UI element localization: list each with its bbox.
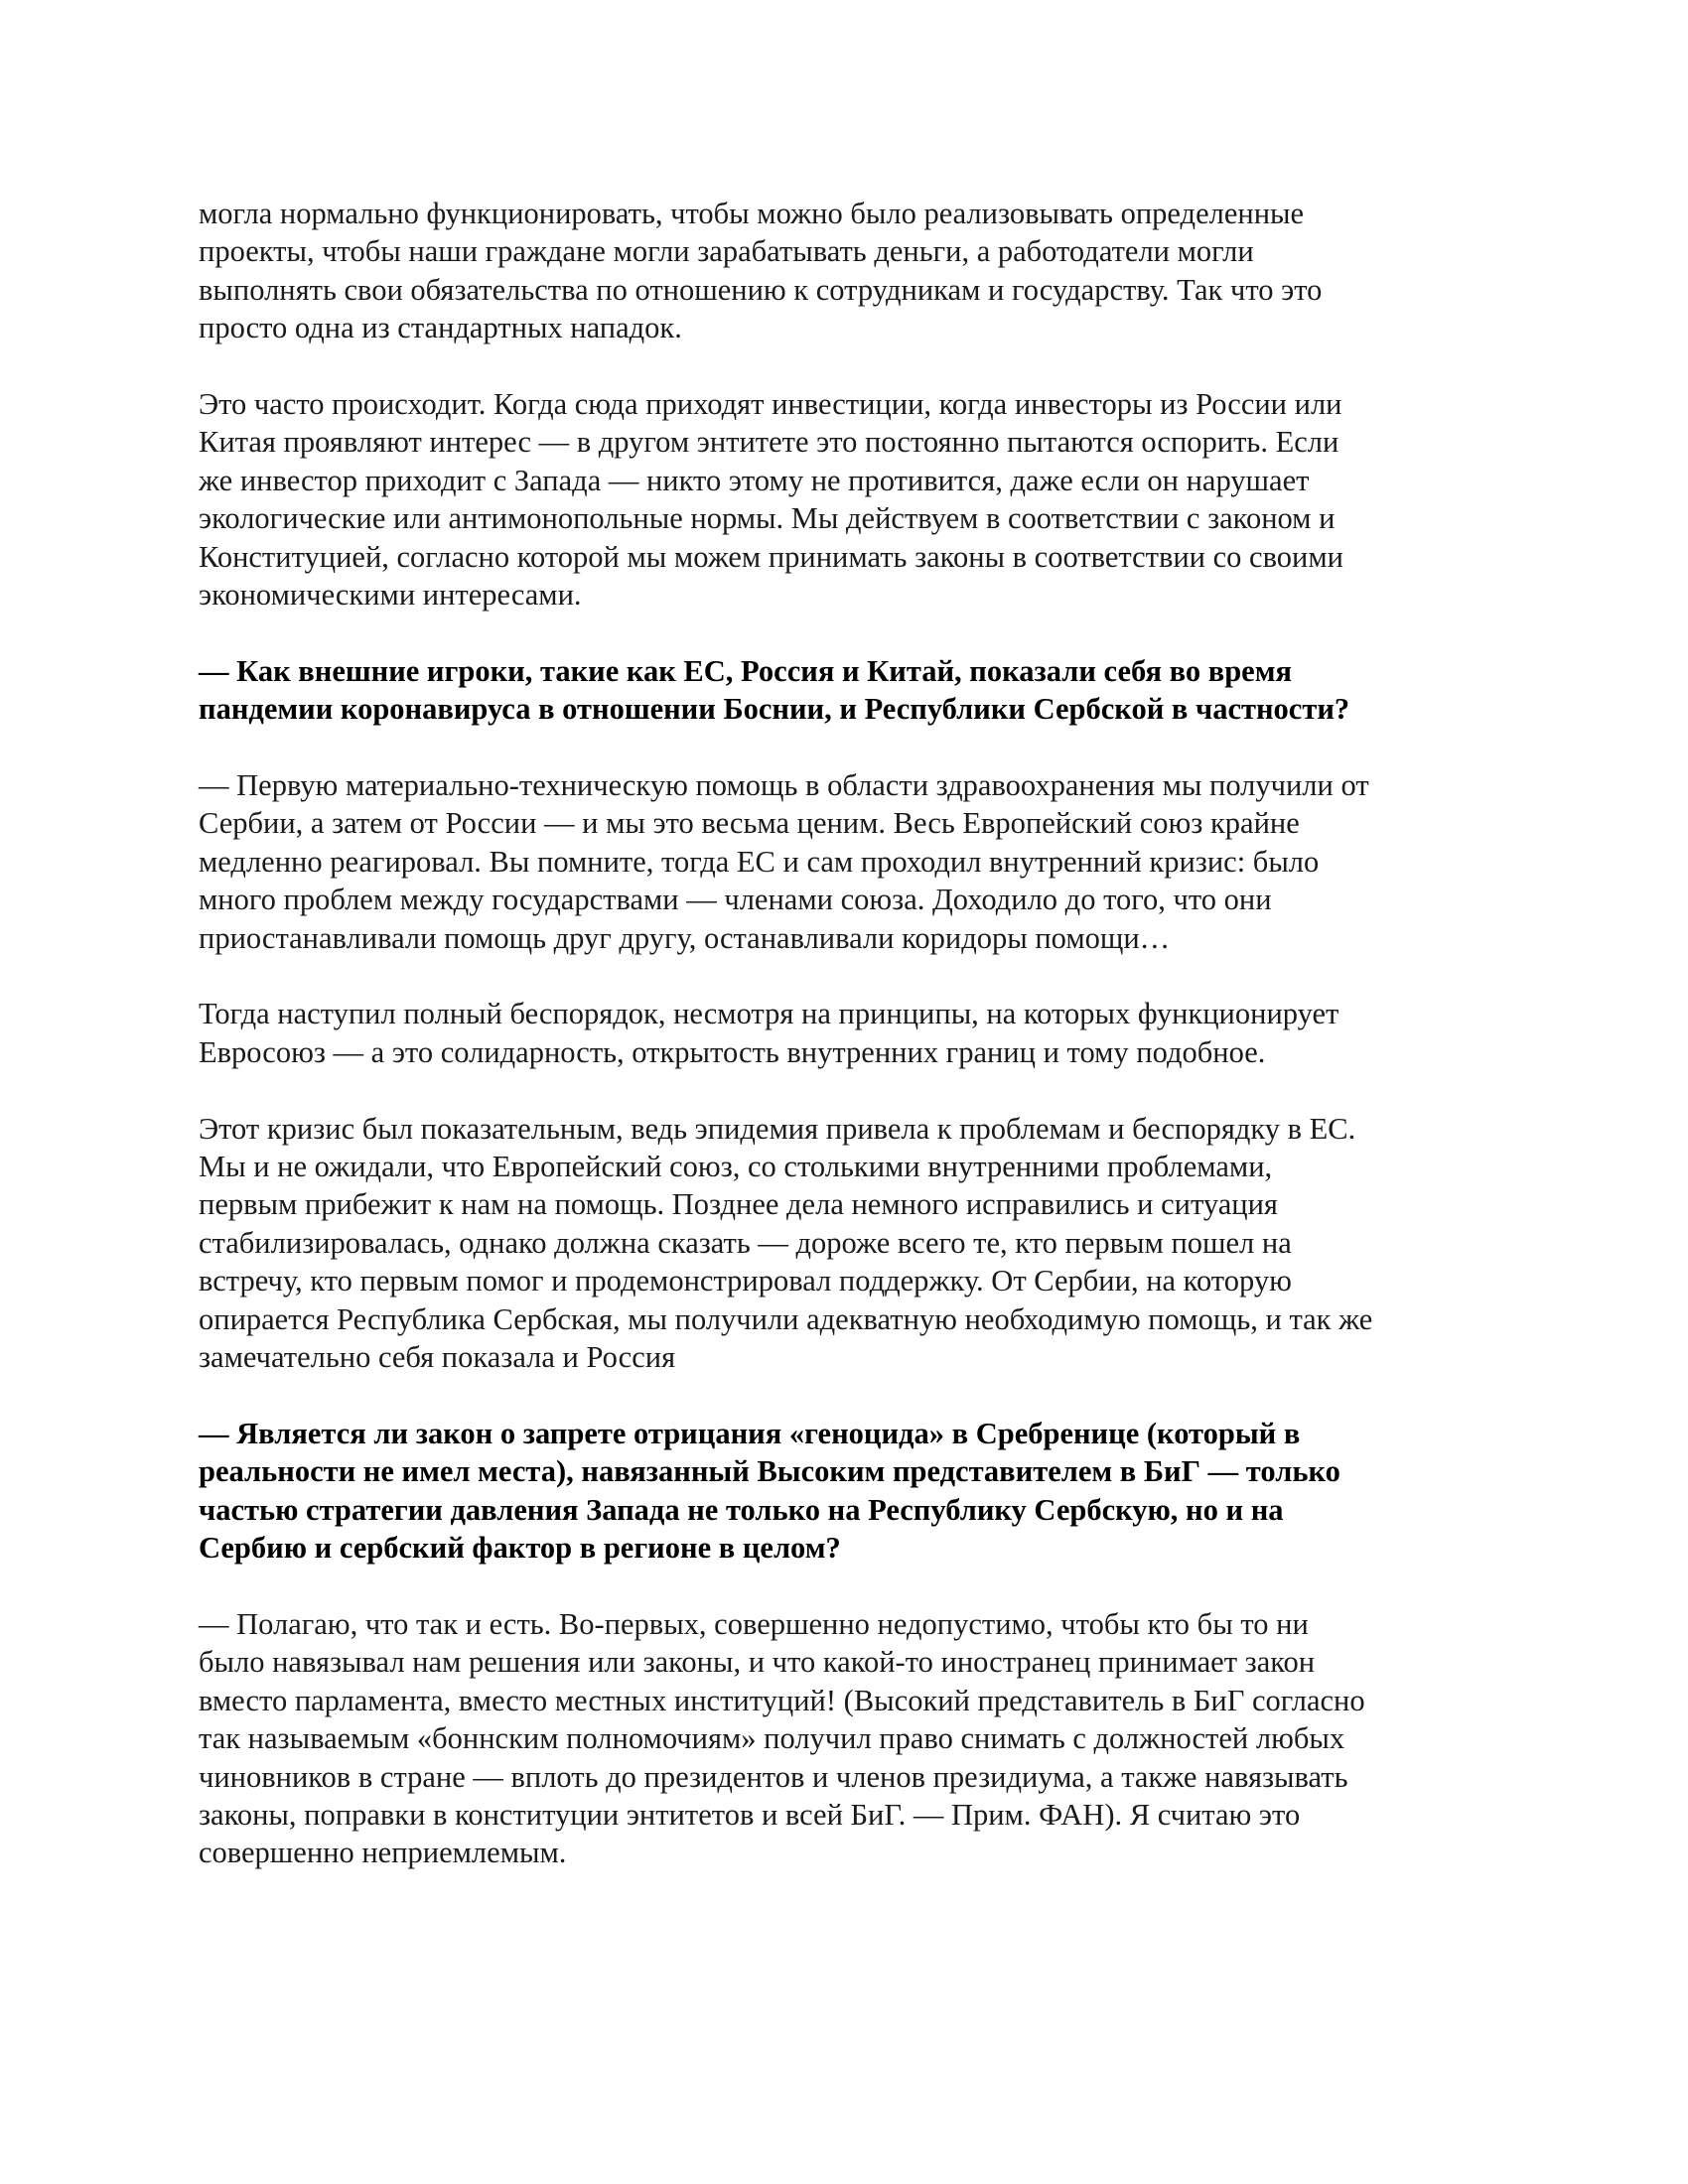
question-line: пандемии коронавируса в отношении Боснии, и Республики Сербской в частности? bbox=[199, 692, 1350, 727]
paragraph-2 bbox=[199, 385, 1509, 614]
text-line: медленно реагировал. Вы помните, тогда ЕС и сам проходил внутренний кризис: было bbox=[199, 844, 1320, 879]
interview-question-1 bbox=[199, 652, 1509, 729]
text-line: экономическими интересами. bbox=[199, 578, 582, 613]
text-line: Этот кризис был показательным, ведь эпидемия привела к проблемам и беспорядку в ЕС. bbox=[199, 1111, 1356, 1146]
text-line: опирается Республика Сербская, мы получили адекватную необходимую помощь, и так же bbox=[199, 1301, 1373, 1336]
text-line: Это часто происходит. Когда сюда приходят инвестиции, когда инвесторы из России или bbox=[199, 387, 1342, 422]
text-line: приостанавливали помощь друг другу, останавливали коридоры помощи… bbox=[199, 920, 1171, 955]
text-line: Мы и не ожидали, что Европейский союз, со столькими внутренними проблемами, bbox=[199, 1150, 1273, 1184]
question-line: Сербию и сербский фактор в регионе в целом? bbox=[199, 1531, 841, 1566]
text-line: было навязывал нам решения или законы, и что какой-то иностранец принимает закон bbox=[199, 1645, 1316, 1680]
paragraph-answer-3 bbox=[199, 1110, 1509, 1377]
text-line: Конституцией, согласно которой мы можем принимать законы в соответствии со своими bbox=[199, 539, 1343, 574]
text-line: же инвестор приходит с Запада — никто этому не противится, даже если он нарушает bbox=[199, 463, 1310, 497]
paragraph-1 bbox=[199, 195, 1509, 347]
text-line: замечательно себя показала и Россия bbox=[199, 1340, 676, 1375]
text-line: просто одна из стандартных нападок. bbox=[199, 311, 682, 345]
text-line: Евросоюз — а это солидарность, открытость внутренних границ и тому подобное. bbox=[199, 1034, 1266, 1069]
text-line: выполнять свои обязательства по отношению к сотрудникам и государству. Так что это bbox=[199, 272, 1323, 307]
interview-question-2 bbox=[199, 1415, 1509, 1568]
text-line: встречу, кто первым помог и продемонстрировал поддержку. От Сербии, на которую bbox=[199, 1264, 1292, 1298]
text-line: законы, поправки в конституции энтитетов и всей БиГ. — Прим. ФАН). Я считаю это bbox=[199, 1797, 1301, 1832]
text-line: первым прибежит к нам на помощь. Позднее дела немного исправились и ситуация bbox=[199, 1187, 1278, 1222]
text-line: — Первую материально-техническую помощь в области здравоохранения мы получили от bbox=[199, 768, 1369, 803]
text-line: Сербии, а затем от России — и мы это весьма ценим. Весь Европейский союз крайне bbox=[199, 806, 1300, 841]
question-line: реальности не имел места), навязанный Высоким представителем в БиГ — только bbox=[199, 1454, 1340, 1489]
question-line: — Как внешние игроки, такие как ЕС, Россия и Китай, показали себя во время bbox=[199, 653, 1292, 688]
text-line: совершенно неприемлемым. bbox=[199, 1836, 567, 1870]
text-line: проекты, чтобы наши граждане могли зарабатывать деньги, а работодатели могли bbox=[199, 234, 1254, 269]
text-line: вместо парламента, вместо местных институций! (Высокий представитель в БиГ согласно bbox=[199, 1683, 1365, 1717]
text-line: могла нормально функционировать, чтобы можно было реализовывать определенные bbox=[199, 197, 1305, 230]
text-line: Тогда наступил полный беспорядок, несмотря на принципы, на которых функционирует bbox=[199, 997, 1339, 1031]
text-line: так называемым «боннским полномочиям» получил право снимать с должностей любых bbox=[199, 1721, 1345, 1756]
text-line: — Полагаю, что так и есть. Во-первых, совершенно недопустимо, чтобы кто бы то ни bbox=[199, 1606, 1309, 1641]
text-line: чиновников в стране — вплоть до президентов и членов президиума, а также навязывать bbox=[199, 1759, 1348, 1794]
paragraph-answer-4 bbox=[199, 1605, 1509, 1872]
paragraph-answer-2 bbox=[199, 995, 1509, 1071]
document-page bbox=[199, 195, 1509, 1910]
paragraph-answer-1 bbox=[199, 766, 1509, 957]
text-line: стабилизировалась, однако должна сказать — дороже всего те, кто первым пошел на bbox=[199, 1225, 1292, 1260]
question-line: частью стратегии давления Запада не только на Республику Сербскую, но и на bbox=[199, 1492, 1284, 1527]
text-line: Китая проявляют интерес — в другом энтитете это постоянно пытаются оспорить. Если bbox=[199, 425, 1339, 460]
text-line: экологические или антимонопольные нормы. Мы действуем в соответствии с законом и bbox=[199, 501, 1336, 536]
question-line: — Является ли закон о запрете отрицания «геноцида» в Сребренице (который в bbox=[199, 1416, 1301, 1450]
text-line: много проблем между государствами — членами союза. Доходило до того, что они bbox=[199, 883, 1272, 917]
